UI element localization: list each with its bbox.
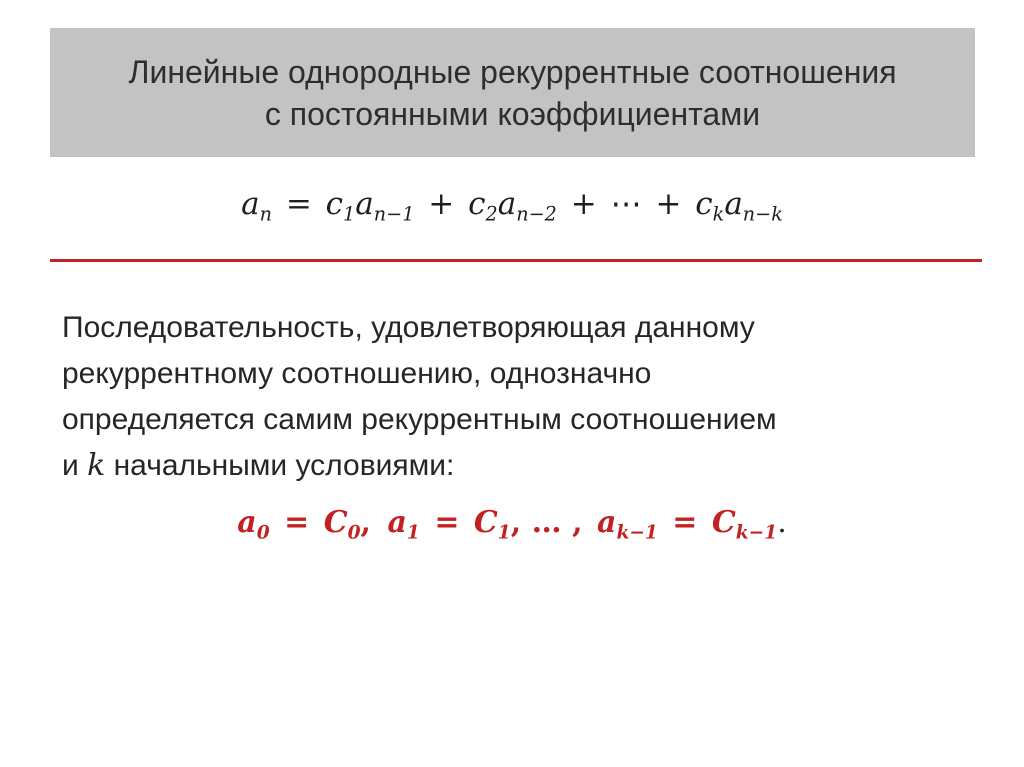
- red-divider: [50, 259, 982, 262]
- formula-term-2: $c_2a_{n-2}$: [468, 186, 557, 226]
- slide-title-box: [50, 28, 975, 157]
- formula-plus: +: [655, 186, 682, 222]
- cond-ellipsis: , … ,: [510, 505, 583, 540]
- cond-period: .: [777, 505, 787, 540]
- slide-title-line-1: Линейные однородные рекуррентные соотношения: [128, 53, 897, 90]
- formula-plus: +: [570, 186, 597, 222]
- body-line-4: и k начальными условиями:: [62, 448, 455, 483]
- body-line-1: Последовательность, удовлетворяющая данному: [62, 311, 755, 344]
- body-paragraph: [62, 305, 992, 489]
- cond-Ck-1: $C_{k-1}$: [711, 505, 778, 544]
- variable-k: k: [87, 448, 106, 483]
- body-line-3: определяется самим рекуррентным соотношением: [62, 403, 777, 436]
- cond-comma: ,: [360, 505, 371, 540]
- formula-equals: =: [285, 186, 312, 222]
- cond-equals: =: [672, 505, 698, 540]
- cond-equals: =: [434, 505, 460, 540]
- cond-a0: $a_0$: [237, 505, 270, 544]
- formula-ellipsis: ⋯: [610, 186, 642, 222]
- formula-term-k: $c_ka_{n-k}$: [695, 186, 783, 226]
- cond-C0: $C_0$: [323, 505, 361, 544]
- initial-conditions: [0, 505, 1024, 544]
- cond-equals: =: [284, 505, 310, 540]
- formula-plus: +: [428, 186, 455, 222]
- cond-a1: $a_1$: [387, 505, 420, 544]
- recurrence-formula: [0, 186, 1024, 226]
- slide-title-line-2: с постоянными коэффициентами: [264, 95, 761, 132]
- body-line-2: рекуррентному соотношению, однозначно: [62, 357, 652, 390]
- cond-C1: $C_1$: [473, 505, 511, 544]
- cond-ak-1: $a_{k-1}$: [596, 505, 658, 544]
- formula-lhs: $a_n$: [241, 186, 272, 226]
- formula-term-1: $c_1a_{n-1}$: [325, 186, 415, 226]
